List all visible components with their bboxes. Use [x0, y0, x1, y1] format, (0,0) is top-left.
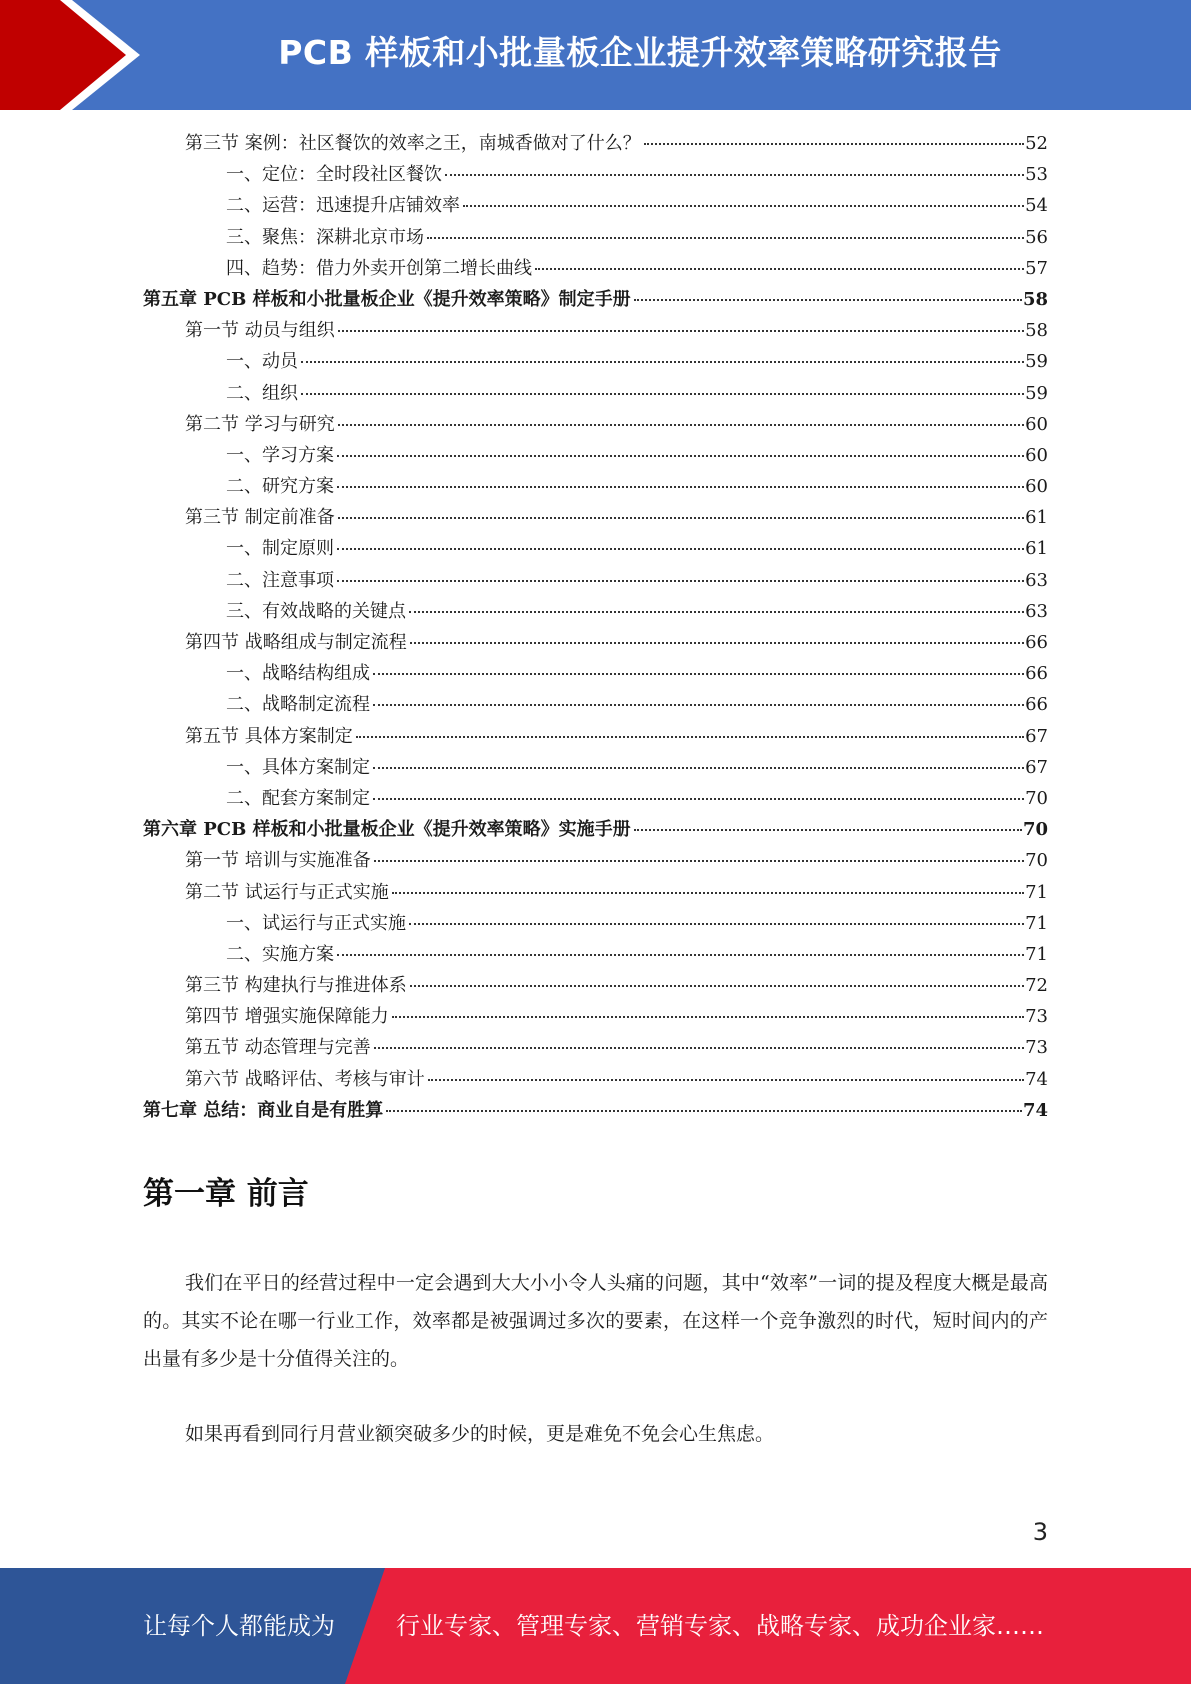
paragraph: 我们在平日的经营过程中一定会遇到大大小小令人头痛的问题，其中“效率”一词的提及程度大概是最高的。其实不论在哪一行业工作，效率都是被强调过多次的要素，在这样一个竞争激烈的时代，短时间内的产出量有多少是十分值得关注的。: [143, 1272, 1048, 1370]
toc-entry[interactable]: [143, 440, 1048, 471]
toc-leader-dots: [373, 798, 1024, 800]
toc-leader-dots: [427, 237, 1024, 239]
toc-entry-page: 57: [1025, 257, 1048, 279]
toc-entry[interactable]: [143, 721, 1048, 752]
toc-entry-label: 二、研究方案: [226, 476, 334, 498]
toc-entry[interactable]: [143, 502, 1048, 533]
toc-entry[interactable]: [143, 190, 1048, 221]
toc-entry-label: 二、注意事项: [226, 569, 334, 591]
toc-entry[interactable]: [143, 346, 1048, 377]
toc-entry-page: 70: [1025, 787, 1048, 809]
toc-entry[interactable]: [143, 378, 1048, 409]
toc-entry-label: 第七章 总结：商业自是有胜算: [143, 1099, 384, 1121]
toc-entry-label: 一、制定原则: [226, 538, 334, 560]
toc-entry[interactable]: [143, 908, 1048, 939]
toc-leader-dots: [301, 361, 1024, 363]
toc-entry-label: 二、配套方案制定: [226, 787, 370, 809]
toc-entry[interactable]: [143, 596, 1048, 627]
toc-entry-label: 第二节 试运行与正式实施: [185, 881, 389, 903]
toc-leader-dots: [392, 892, 1024, 894]
toc-entry-label: 第一节 动员与组织: [185, 320, 335, 342]
toc-entry[interactable]: [143, 315, 1048, 346]
toc-entry[interactable]: [143, 877, 1048, 908]
toc-leader-dots: [634, 299, 1022, 301]
toc-leader-dots: [338, 330, 1024, 332]
toc-entry[interactable]: [143, 159, 1048, 190]
toc-entry-label: 一、定位：全时段社区餐饮: [226, 164, 442, 186]
toc-leader-dots: [373, 673, 1024, 675]
paragraph: 如果再看到同行月营业额突破多少的时候，更是难免不免会心生焦虑。: [185, 1423, 775, 1445]
toc-leader-dots: [373, 767, 1024, 769]
toc-entry-label: 二、实施方案: [226, 943, 334, 965]
toc-entry[interactable]: [143, 284, 1048, 315]
toc-entry[interactable]: [143, 1001, 1048, 1032]
toc-entry-label: 第五节 动态管理与完善: [185, 1037, 371, 1059]
toc-entry-label: 一、具体方案制定: [226, 756, 370, 778]
toc-entry-page: 66: [1025, 663, 1048, 685]
toc-entry-page: 72: [1025, 975, 1048, 997]
toc-entry[interactable]: [143, 222, 1048, 253]
header-chevron-decoration: [0, 0, 150, 110]
toc-entry-label: 第三节 制定前准备: [185, 507, 335, 529]
toc-entry-page: 59: [1025, 382, 1048, 404]
toc-entry[interactable]: [143, 689, 1048, 720]
toc-entry-page: 60: [1025, 476, 1048, 498]
toc-entry-label: 三、有效战略的关键点: [226, 600, 406, 622]
toc-entry[interactable]: [143, 814, 1048, 845]
toc-leader-dots: [338, 424, 1024, 426]
toc-entry-label: 第六节 战略评估、考核与审计: [185, 1068, 425, 1090]
toc-entry[interactable]: [143, 533, 1048, 564]
toc-entry-page: 54: [1025, 195, 1048, 217]
toc-entry[interactable]: [143, 128, 1048, 159]
toc-entry-page: 61: [1025, 538, 1048, 560]
toc-entry[interactable]: [143, 1032, 1048, 1063]
toc-leader-dots: [337, 548, 1024, 550]
toc-leader-dots: [337, 455, 1024, 457]
toc-entry-label: 第五节 具体方案制定: [185, 725, 353, 747]
toc-entry-page: 53: [1025, 164, 1048, 186]
toc-entry[interactable]: [143, 1095, 1048, 1126]
toc-entry-label: 一、试运行与正式实施: [226, 912, 406, 934]
toc-entry-label: 三、聚焦：深耕北京市场: [226, 226, 424, 248]
toc-leader-dots: [445, 174, 1024, 176]
toc-entry-page: 60: [1025, 413, 1048, 435]
toc-entry-page: 59: [1025, 351, 1048, 373]
toc-leader-dots: [463, 205, 1024, 207]
toc-entry-page: 74: [1022, 1099, 1048, 1121]
toc-entry-label: 一、战略结构组成: [226, 663, 370, 685]
toc-entry[interactable]: [143, 627, 1048, 658]
footer-slogan-left: 让每个人都能成为: [143, 1612, 335, 1640]
toc-entry[interactable]: [143, 253, 1048, 284]
toc-entry-label: 一、动员: [226, 351, 298, 373]
toc-entry[interactable]: [143, 783, 1048, 814]
toc-entry-page: 67: [1025, 725, 1048, 747]
toc-entry-label: 第一节 培训与实施准备: [185, 850, 371, 872]
toc-leader-dots: [374, 1047, 1024, 1049]
toc-entry-page: 56: [1025, 226, 1048, 248]
toc-entry-label: 第三节 案例：社区餐饮的效率之王，南城香做对了什么？: [185, 133, 641, 154]
toc-entry[interactable]: [143, 471, 1048, 502]
toc-entry-page: 74: [1025, 1068, 1048, 1090]
toc-entry-page: 66: [1025, 632, 1048, 653]
toc-entry-label: 第四节 战略组成与制定流程: [185, 632, 407, 653]
page-number: 3: [1032, 1518, 1048, 1546]
footer-slogan-right: 行业专家、管理专家、营销专家、战略专家、成功企业家……: [396, 1612, 1044, 1640]
toc-entry-page: 71: [1025, 912, 1048, 934]
toc-leader-dots: [535, 268, 1024, 270]
toc-leader-dots: [644, 143, 1024, 145]
toc-leader-dots: [428, 1079, 1024, 1081]
toc-entry[interactable]: [143, 939, 1048, 970]
toc-entry-label: 四、趋势：借力外卖开创第二增长曲线: [226, 257, 532, 279]
chapter-title: 第一章 前言: [143, 1176, 309, 1212]
toc-entry-page: 63: [1025, 569, 1048, 591]
toc-leader-dots: [374, 860, 1024, 862]
toc-entry-page: 71: [1025, 943, 1048, 965]
toc-entry-label: 二、运营：迅速提升店铺效率: [226, 195, 460, 217]
table-of-contents: [143, 128, 1048, 1126]
toc-entry-page: 73: [1025, 1037, 1048, 1059]
toc-entry[interactable]: [143, 845, 1048, 876]
toc-leader-dots: [373, 704, 1024, 706]
toc-entry-label: 二、战略制定流程: [226, 694, 370, 716]
toc-entry-page: 66: [1025, 694, 1048, 716]
toc-entry-page: 58: [1025, 320, 1048, 342]
toc-leader-dots: [409, 611, 1024, 613]
toc-entry-label: 第二节 学习与研究: [185, 413, 335, 435]
toc-entry[interactable]: [143, 970, 1048, 1001]
toc-leader-dots: [410, 985, 1024, 987]
toc-entry-page: 70: [1025, 850, 1048, 872]
toc-entry-label: 第四节 增强实施保障能力: [185, 1006, 389, 1028]
toc-entry-page: 61: [1025, 507, 1048, 529]
toc-entry[interactable]: [143, 1064, 1048, 1095]
toc-entry-page: 58: [1022, 288, 1048, 310]
toc-entry[interactable]: [143, 409, 1048, 440]
toc-entry-page: 63: [1025, 600, 1048, 622]
toc-leader-dots: [392, 1016, 1024, 1018]
toc-entry-label: 第六章 PCB 样板和小批量板企业《提升效率策略》实施手册: [143, 819, 631, 841]
page-header: [0, 0, 1191, 110]
toc-entry-label: 第五章 PCB 样板和小批量板企业《提升效率策略》制定手册: [143, 288, 631, 310]
toc-entry-page: 70: [1022, 819, 1048, 841]
toc-leader-dots: [356, 736, 1024, 738]
toc-leader-dots: [338, 517, 1024, 519]
toc-entry[interactable]: [143, 658, 1048, 689]
toc-entry[interactable]: [143, 752, 1048, 783]
report-title: PCB 样板和小批量板企业提升效率策略研究报告: [278, 33, 1002, 72]
toc-entry-page: 52: [1025, 133, 1048, 154]
toc-leader-dots: [301, 393, 1024, 395]
toc-entry-label: 第三节 构建执行与推进体系: [185, 975, 407, 997]
toc-entry-page: 67: [1025, 756, 1048, 778]
toc-entry[interactable]: [143, 565, 1048, 596]
toc-entry-page: 73: [1025, 1006, 1048, 1028]
toc-leader-dots: [410, 642, 1024, 644]
toc-entry-page: 71: [1025, 881, 1048, 903]
page-footer: [0, 1568, 1191, 1684]
toc-entry-label: 一、学习方案: [226, 444, 334, 466]
toc-leader-dots: [337, 954, 1024, 956]
toc-leader-dots: [386, 1110, 1022, 1112]
toc-entry-page: 60: [1025, 444, 1048, 466]
toc-leader-dots: [409, 923, 1024, 925]
toc-entry-label: 二、组织: [226, 382, 298, 404]
toc-leader-dots: [337, 486, 1024, 488]
toc-leader-dots: [634, 829, 1022, 831]
toc-leader-dots: [337, 580, 1024, 582]
